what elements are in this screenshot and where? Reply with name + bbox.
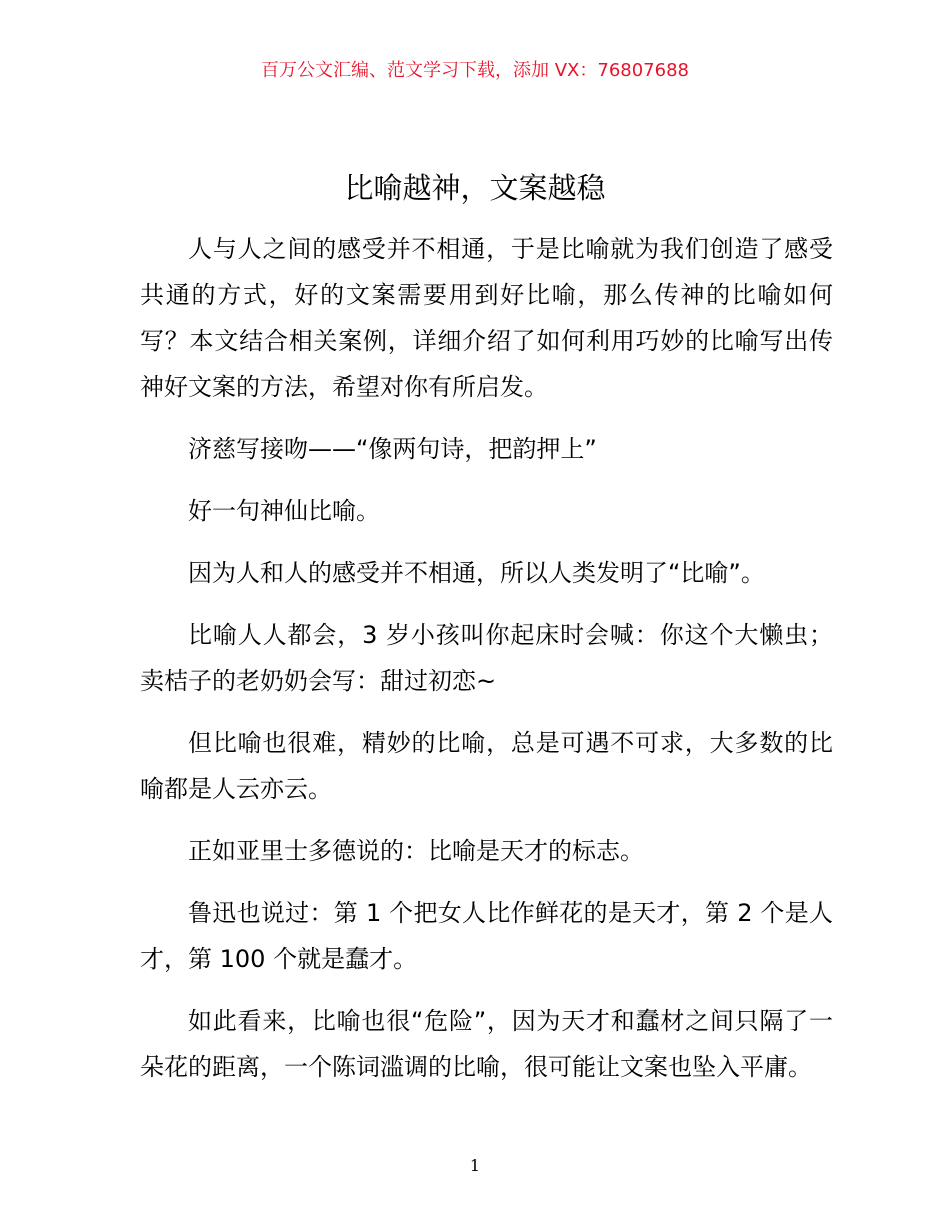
header-watermark: 百万公文汇编、范文学习下载，添加 VX：76807688 <box>261 60 689 81</box>
page-number: 1 <box>469 1156 481 1175</box>
paragraph: 正如亚里士多德说的：比喻是天才的标志。 <box>188 837 644 865</box>
page-title: 比喻越神，文案越稳 <box>344 171 606 205</box>
paragraph: 人与人之间的感受并不相通，于是比喻就为我们创造了感受共通的方式，好的文案需要用到好比喻，那么传神的比喻如何写？本文结合相关案例，详细介绍了如何利用巧妙的比喻写出传神好文案的方法，希望对你有所启发。 <box>140 235 833 401</box>
paragraph: 济慈写接吻——“像两句诗，把韵押上” <box>188 435 597 463</box>
paragraph: 鲁迅也说过：第 1 个把女人比作鲜花的是天才，第 2 个是人才，第 100 个就是蠢才。 <box>140 899 833 973</box>
paragraph: 但比喻也很难，精妙的比喻，总是可遇不可求，大多数的比喻都是人云亦云。 <box>140 729 833 803</box>
paragraph: 好一句神仙比喻。 <box>188 497 380 525</box>
paragraph: 如此看来，比喻也很“危险”，因为天才和蠢材之间只隔了一朵花的距离，一个陈词滥调的比喻，很可能让文案也坠入平庸。 <box>140 1007 833 1081</box>
body-text <box>140 226 833 1106</box>
paragraph: 因为人和人的感受并不相通，所以人类发明了“比喻”。 <box>188 559 765 587</box>
paragraph: 比喻人人都会，3 岁小孩叫你起床时会喊：你这个大懒虫；卖桔子的老奶奶会写：甜过初恋~ <box>140 621 833 695</box>
